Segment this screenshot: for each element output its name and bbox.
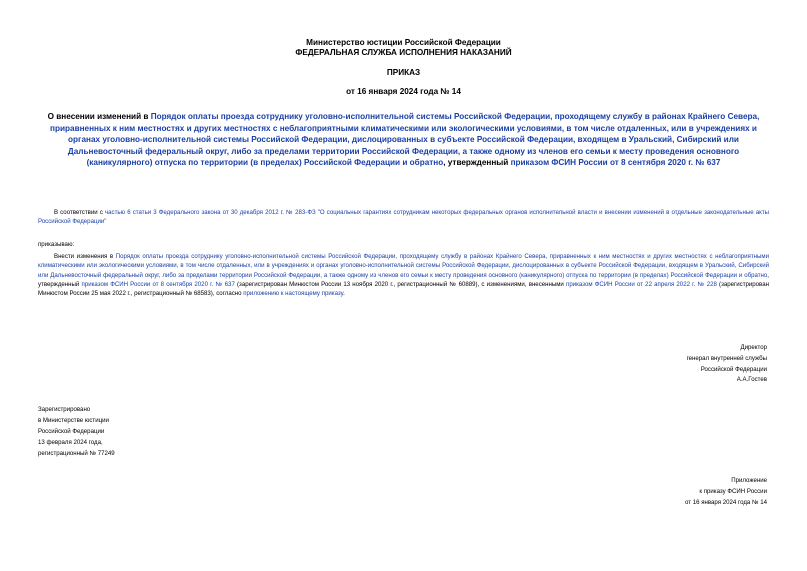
signature-name: А.А.Гостев bbox=[736, 376, 767, 384]
title-procedure-link[interactable]: Порядок оплаты проезда сотруднику уголовно-исполнительной системы Российской Федерации, проходящему службу в районах Крайнего Севера, приравненных к ним местностях и других местностях с неблагоприятными климатическими или экологическими условиями, в том числе отдаленных, или в учреждениях и органах уголовно-исполнительной системы Российской Федерации, дислоцированных в субъекте Российской Федерации, входящем в Уральский, Сибирский или Дальневосточный федеральный округ, либо за пределами территории Российской Федерации, а также одному из членов его семьи к месту проведения основного (каникулярного) отпуска по территории (в пределах) Российской Федерации и обратно bbox=[50, 112, 760, 168]
body-text-3: (зарегистрирован Минюстом России 25 мая 2022 г., регистрационный № 68583), согласно bbox=[38, 280, 769, 298]
registration-block bbox=[38, 404, 115, 459]
signature-position: Директор bbox=[740, 344, 767, 351]
signature-country: Российской Федерации bbox=[700, 365, 767, 373]
body-annex-link[interactable]: приложению к настоящему приказу bbox=[243, 290, 344, 298]
annex-line-1: Приложение bbox=[731, 477, 767, 484]
document-title bbox=[38, 111, 769, 169]
body-paragraph bbox=[38, 252, 769, 298]
annex-line-2: к приказу ФСИН России bbox=[699, 487, 767, 495]
annex-block bbox=[685, 476, 767, 508]
body-order-link[interactable]: приказом ФСИН России от 8 сентября 2020 г. № 637 bbox=[81, 280, 235, 288]
basis-law-link[interactable]: частью 6 статьи 3 Федерального закона от 30 декабря 2012 г. № 283-ФЗ "О социальных гарантиях сотрудникам некоторых федеральных органов исполнительной власти и внесении изменений в отдельные законодательные акты Российской Федерации" bbox=[38, 209, 769, 226]
basis-paragraph bbox=[38, 208, 769, 227]
body-procedure-link[interactable]: Порядок оплаты проезда сотруднику уголовно-исполнительной системы Российской Федерации, проходящему службу в районах Крайнего Севера, приравненных к ним местностях и других местностях с неблагоприятными климатическими или экологическими условиями, в том числе отдаленных, или в учреждениях и органах уголовно-исполнительной системы Российской Федерации, дислоцированных в субъекте Российской Федерации, входящем в Уральский, Сибирский или Дальневосточный федеральный округ, либо за пределами территории Российской Федерации, а также одному из членов его семьи к месту проведения основного (каникулярного) отпуска по территории (в пределах) Российской Федерации и обратно bbox=[38, 253, 769, 279]
ministry-name: Министерство юстиции Российской Федерации bbox=[306, 38, 501, 47]
body-text-1: , утвержденный bbox=[38, 271, 769, 288]
registration-line-5: регистрационный № 77249 bbox=[38, 450, 115, 457]
title-middle: , утвержденный bbox=[443, 158, 511, 168]
registration-line-4: 13 февраля 2024 года, bbox=[38, 439, 103, 446]
registration-line-2: в Министерстве юстиции bbox=[38, 417, 109, 424]
order-word: приказываю: bbox=[38, 241, 75, 248]
body-text-2: (зарегистрирован Минюстом России 13 ноября 2020 г., регистрационный № 60889), с изменениями, внесенными bbox=[234, 280, 567, 288]
registration-line-1: Зарегистрировано bbox=[38, 406, 91, 413]
document-type: ПРИКАЗ bbox=[386, 68, 421, 77]
body-prefix: Внести изменения в bbox=[54, 253, 116, 260]
signature-rank: генерал внутренней службы bbox=[686, 354, 767, 362]
signature-block bbox=[687, 343, 767, 386]
service-name: ФЕДЕРАЛЬНАЯ СЛУЖБА ИСПОЛНЕНИЯ НАКАЗАНИЙ bbox=[295, 48, 512, 57]
body-text-4: . bbox=[343, 290, 345, 298]
basis-prefix: В соответствии с bbox=[54, 209, 105, 216]
title-order-link[interactable]: приказом ФСИН России от 8 сентября 2020 г. № 637 bbox=[510, 158, 721, 168]
registration-line-3: Российской Федерации bbox=[38, 428, 105, 435]
title-prefix: О внесении изменений в bbox=[47, 112, 151, 121]
body-amendment-link[interactable]: приказом ФСИН России от 22 апреля 2022 г. № 228 bbox=[566, 280, 717, 288]
annex-line-3: от 16 января 2024 года № 14 bbox=[685, 498, 767, 506]
document-date-number: от 16 января 2024 года № 14 bbox=[346, 87, 461, 96]
